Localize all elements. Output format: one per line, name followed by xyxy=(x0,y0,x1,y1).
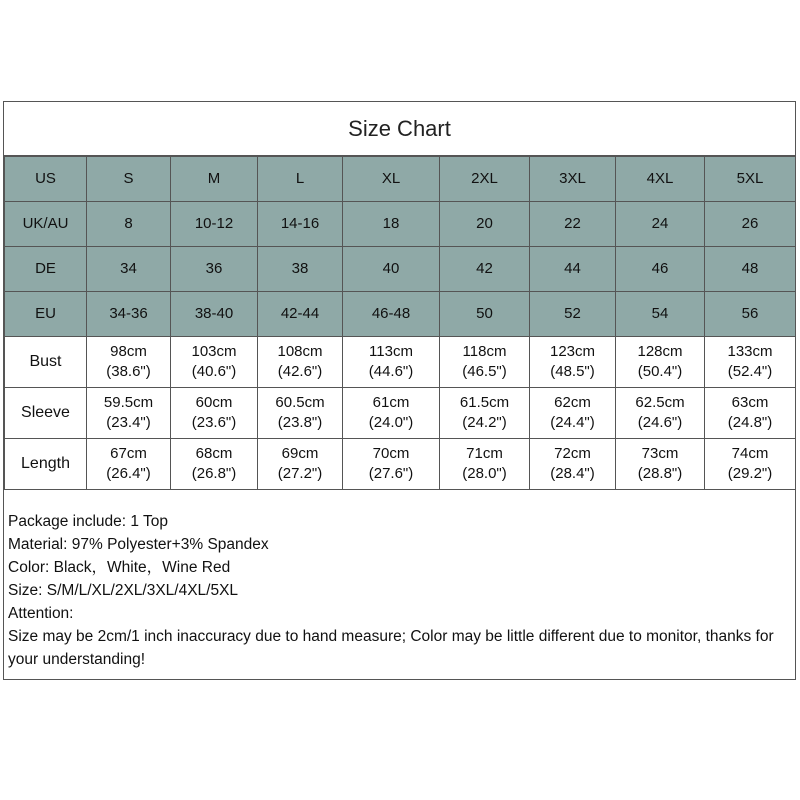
table-cell: 50 xyxy=(440,292,530,337)
row-label: UK/AU xyxy=(5,202,87,247)
cm-value: 113cm xyxy=(369,343,413,360)
table-cell xyxy=(705,388,796,439)
table-cell xyxy=(171,337,258,388)
table-cell xyxy=(87,388,171,439)
inch-value: (23.6") xyxy=(191,414,237,431)
note-package: Package include: 1 Top xyxy=(8,513,168,530)
cm-value: 103cm xyxy=(191,343,237,360)
inch-value: (23.8") xyxy=(277,414,323,431)
inch-value: (28.0") xyxy=(462,465,507,482)
table-cell xyxy=(440,337,530,388)
table-cell xyxy=(616,337,705,388)
row-label: Sleeve xyxy=(5,388,87,439)
table-cell: 38 xyxy=(258,247,343,292)
table-cell xyxy=(616,388,705,439)
size-cell: 4XL xyxy=(616,157,705,202)
size-cell: M xyxy=(171,157,258,202)
cm-value: 60cm xyxy=(195,394,233,411)
table-cell xyxy=(258,337,343,388)
row-label: DE xyxy=(5,247,87,292)
row-label: Length xyxy=(5,439,87,490)
row-label: US xyxy=(5,157,87,202)
table-cell xyxy=(530,388,616,439)
note-disclaimer: Size may be 2cm/1 inch inaccuracy due to hand measure; Color may be little different due to monitor, thanks for your understanding! xyxy=(8,628,774,668)
table-cell: 48 xyxy=(705,247,796,292)
size-cell: 5XL xyxy=(705,157,796,202)
inch-value: (40.6") xyxy=(191,363,237,380)
inch-value: (24.2") xyxy=(462,414,507,431)
row-label: EU xyxy=(5,292,87,337)
table-cell: 42-44 xyxy=(258,292,343,337)
cm-value: 71cm xyxy=(466,445,503,462)
row-label: Bust xyxy=(5,337,87,388)
cm-value: 98cm xyxy=(110,343,147,360)
cm-value: 62.5cm xyxy=(635,394,685,411)
row-bust xyxy=(5,337,796,388)
row-de xyxy=(5,247,796,292)
table-cell: 36 xyxy=(171,247,258,292)
cm-value: 63cm xyxy=(731,394,769,411)
note-color: Color: Black，White，Wine Red xyxy=(8,559,231,576)
table-cell: 18 xyxy=(343,202,440,247)
row-eu xyxy=(5,292,796,337)
row-length xyxy=(5,439,796,490)
cm-value: 69cm xyxy=(281,445,319,462)
table-cell: 8 xyxy=(87,202,171,247)
cm-value: 108cm xyxy=(277,343,323,360)
cm-value: 72cm xyxy=(554,445,591,462)
table-cell xyxy=(440,388,530,439)
table-cell xyxy=(530,439,616,490)
inch-value: (38.6") xyxy=(106,363,151,380)
table-cell xyxy=(171,439,258,490)
table-cell: 56 xyxy=(705,292,796,337)
table-cell: 54 xyxy=(616,292,705,337)
size-cell: L xyxy=(258,157,343,202)
table-cell xyxy=(87,337,171,388)
table-cell xyxy=(258,439,343,490)
table-cell: 44 xyxy=(530,247,616,292)
inch-value: (24.0") xyxy=(368,414,414,431)
table-cell: 38-40 xyxy=(171,292,258,337)
inch-value: (44.6") xyxy=(368,363,414,380)
product-notes xyxy=(8,510,788,671)
size-cell: XL xyxy=(343,157,440,202)
size-chart xyxy=(3,101,796,680)
inch-value: (27.6") xyxy=(368,465,414,482)
inch-value: (23.4") xyxy=(106,414,151,431)
table-cell xyxy=(343,439,440,490)
table-cell: 34-36 xyxy=(87,292,171,337)
table-cell: 42 xyxy=(440,247,530,292)
inch-value: (29.2") xyxy=(727,465,773,482)
cm-value: 60.5cm xyxy=(275,394,325,411)
size-cell: 2XL xyxy=(440,157,530,202)
table-cell: 34 xyxy=(87,247,171,292)
inch-value: (28.4") xyxy=(550,465,595,482)
inch-value: (27.2") xyxy=(277,465,323,482)
table-cell xyxy=(705,337,796,388)
cm-value: 73cm xyxy=(641,445,679,462)
table-cell: 46-48 xyxy=(343,292,440,337)
table-cell xyxy=(343,337,440,388)
row-sleeve xyxy=(5,388,796,439)
table-cell: 46 xyxy=(616,247,705,292)
chart-title: Size Chart xyxy=(4,102,795,156)
inch-value: (26.4") xyxy=(106,465,151,482)
table-cell xyxy=(530,337,616,388)
table-cell xyxy=(705,439,796,490)
size-cell: S xyxy=(87,157,171,202)
table-cell xyxy=(171,388,258,439)
cm-value: 123cm xyxy=(549,343,596,360)
inch-value: (46.5") xyxy=(462,363,507,380)
inch-value: (28.8") xyxy=(637,465,683,482)
inch-value: (24.8") xyxy=(727,414,773,431)
table-cell: 14-16 xyxy=(258,202,343,247)
size-table xyxy=(4,156,796,490)
table-cell xyxy=(258,388,343,439)
row-us xyxy=(5,157,796,202)
table-cell xyxy=(87,439,171,490)
table-cell: 20 xyxy=(440,202,530,247)
note-size: Size: S/M/L/XL/2XL/3XL/4XL/5XL xyxy=(8,582,239,599)
table-cell: 24 xyxy=(616,202,705,247)
table-cell: 52 xyxy=(530,292,616,337)
cm-value: 68cm xyxy=(195,445,233,462)
cm-value: 133cm xyxy=(727,343,773,360)
table-cell xyxy=(616,439,705,490)
inch-value: (42.6") xyxy=(277,363,323,380)
table-cell: 26 xyxy=(705,202,796,247)
cm-value: 59.5cm xyxy=(103,394,154,411)
cm-value: 61.5cm xyxy=(459,394,510,411)
cm-value: 70cm xyxy=(372,445,410,462)
cm-value: 67cm xyxy=(110,445,147,462)
inch-value: (24.4") xyxy=(550,414,595,431)
table-cell: 10-12 xyxy=(171,202,258,247)
cm-value: 118cm xyxy=(462,343,507,360)
inch-value: (24.6") xyxy=(637,414,683,431)
size-cell: 3XL xyxy=(530,157,616,202)
inch-value: (52.4") xyxy=(727,363,773,380)
cm-value: 61cm xyxy=(372,394,410,411)
cm-value: 74cm xyxy=(731,445,769,462)
note-material: Material: 97% Polyester+3% Spandex xyxy=(8,536,269,553)
inch-value: (50.4") xyxy=(637,363,683,380)
inch-value: (48.5") xyxy=(550,363,595,380)
table-cell: 22 xyxy=(530,202,616,247)
inch-value: (26.8") xyxy=(191,465,237,482)
table-cell xyxy=(440,439,530,490)
cm-value: 62cm xyxy=(554,394,591,411)
table-cell xyxy=(343,388,440,439)
note-attention: Attention: xyxy=(8,605,74,622)
row-uk-au xyxy=(5,202,796,247)
table-cell: 40 xyxy=(343,247,440,292)
cm-value: 128cm xyxy=(637,343,683,360)
